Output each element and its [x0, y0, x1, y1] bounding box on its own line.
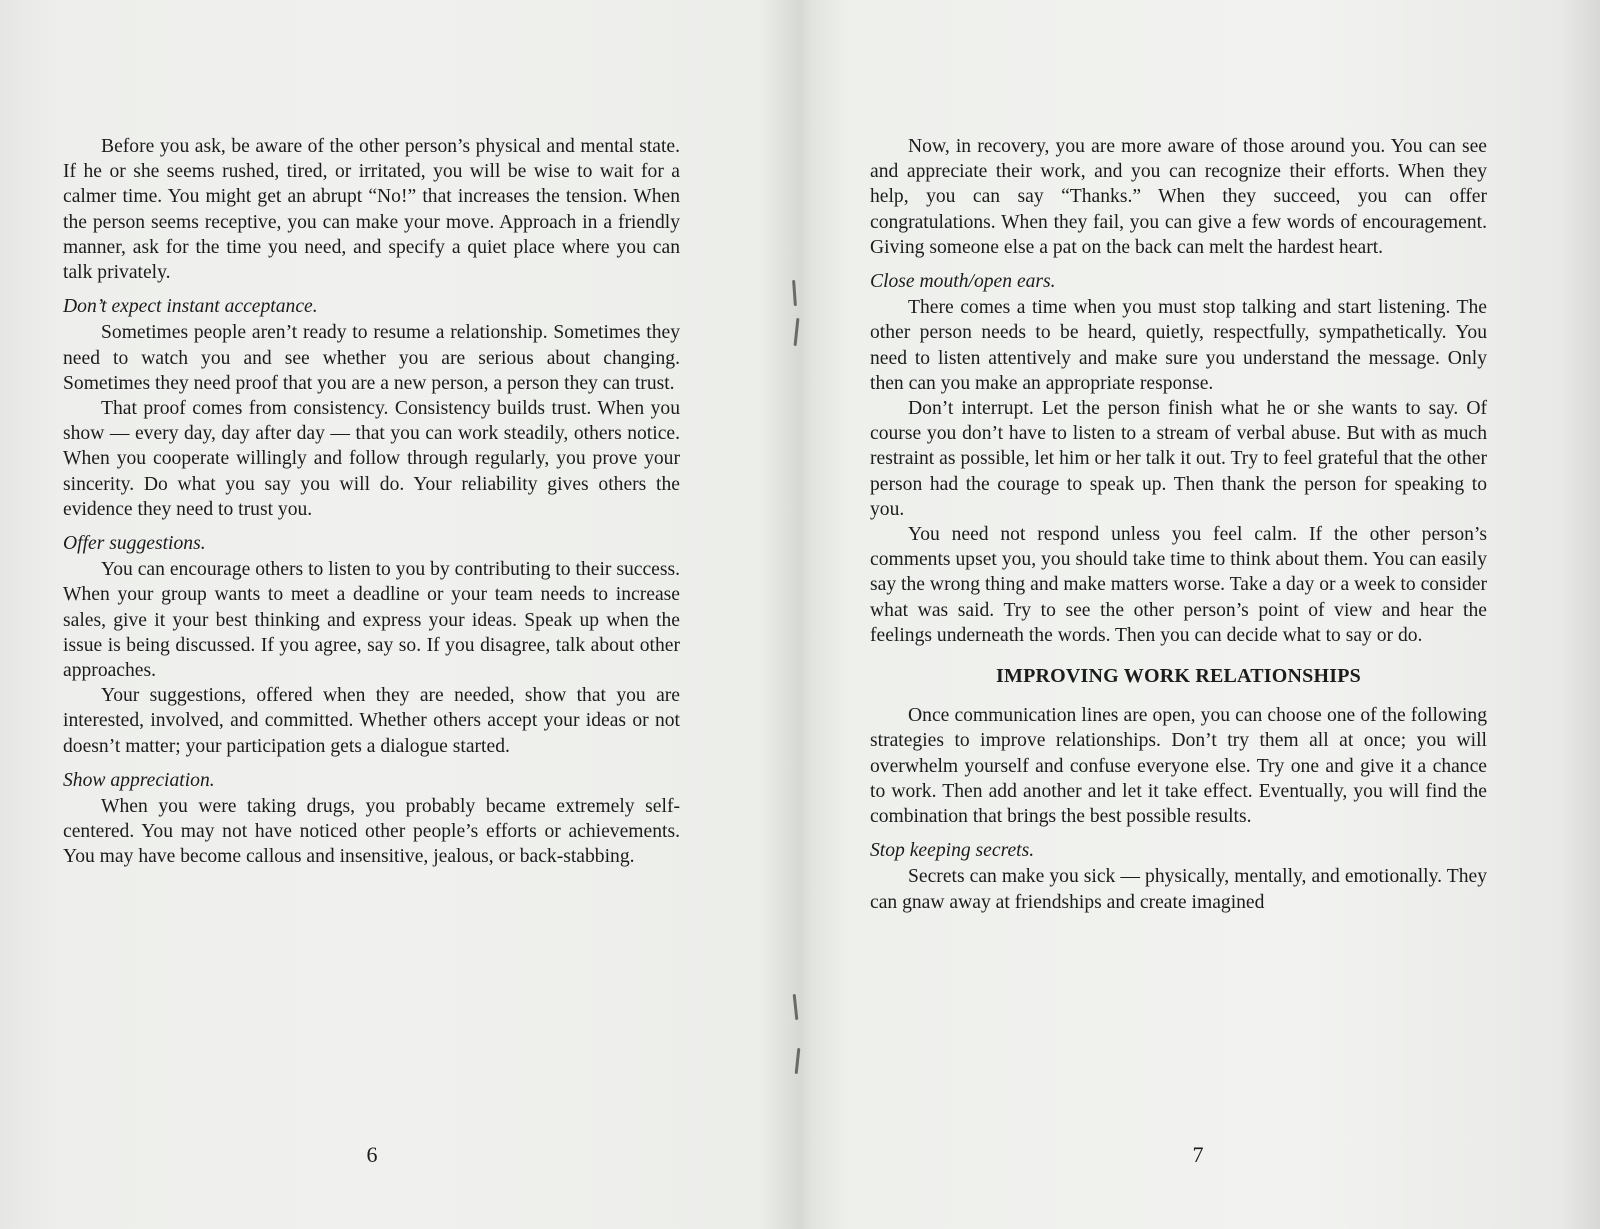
paragraph: Once communication lines are open, you can choose one of the following strategies to improve relationships. Don’t try them all at once; you will overwhelm yourself and confuse everyone else. Try one and give it a chance to work. Then add another and let it take effect. Eventually, you will find the combination that brings the best possible results. — [870, 705, 1487, 828]
paragraph: Secrets can make you sick — physically, mentally, and emotionally. They can gnaw away at friendships and create imagined — [870, 866, 1487, 913]
right-page-text — [870, 134, 1487, 915]
paragraph: Before you ask, be aware of the other person’s physical and mental state. If he or she seems rushed, tired, or irritated, you will be wise to wait for a calmer time. You might get an abrupt “No!” that increases the tension. When the person seems receptive, you can make your move. Approach in a friendly manner, ask for the time you need, and specify a quiet place where you can talk privately. — [63, 136, 680, 284]
paragraph: Your suggestions, offered when they are needed, show that you are interested, involved, and committed. Whether others accept your ideas or not doesn’t matter; your participation gets a dialogue started. — [63, 685, 680, 757]
paragraph: Don’t interrupt. Let the person finish what he or she wants to say. Of course you don’t have to listen to a stream of verbal abuse. But with as much restraint as possible, let him or her talk it out. Try to feel grateful that the other person had the courage to speak up. Then thank the person for speaking to you. — [870, 398, 1487, 520]
left-page — [0, 0, 797, 1229]
paragraph: There comes a time when you must stop talking and start listening. The other person needs to be heard, quietly, respectfully, sympathetically. You need to listen attentively and make sure you understand the message. Only then can you make an appropriate response. — [870, 297, 1487, 394]
paragraph: Sometimes people aren’t ready to resume a relationship. Sometimes they need to watch you and see whether you are serious about changing. Sometimes they need proof that you are a new person, a person they can trust. — [63, 322, 680, 394]
section-heading: IMPROVING WORK RELATIONSHIPS — [996, 665, 1361, 688]
paragraph: That proof comes from consistency. Consistency builds trust. When you show — every day, day after day — that you can work steadily, others notice. When you cooperate willingly and follow through regularly, you prove your sincerity. Do what you say you will do. Your reliability gives others the evidence they need to trust you. — [63, 398, 680, 520]
paragraph: Now, in recovery, you are more aware of those around you. You can see and appreciate their work, and you can recognize their efforts. When they help, you can say “Thanks.” When they succeed, you can offer congratulations. When they fail, you can give a few words of encouragement. Giving someone else a pat on the back can melt the hardest heart. — [870, 136, 1487, 258]
left-page-text — [63, 134, 680, 870]
subheading: Stop keeping secrets. — [870, 840, 1035, 862]
paragraph: When you were taking drugs, you probably became extremely self-centered. You may not have noticed other people’s efforts or achievements. You may have become callous and insensitive, jealous, or back-stabbing. — [63, 796, 680, 868]
page-number: 7 — [1192, 1142, 1204, 1167]
paragraph: You can encourage others to listen to you by contributing to their success. When your group wants to meet a deadline or your team needs to increase sales, give it your best thinking and express your ideas. Speak up when the issue is being discussed. If you agree, say so. If you disagree, talk about other approaches. — [63, 559, 680, 682]
page-number: 6 — [366, 1142, 378, 1167]
right-page — [800, 0, 1600, 1229]
subheading: Show appreciation. — [63, 769, 215, 791]
subheading: Offer suggestions. — [63, 533, 206, 555]
subheading: Don’t expect instant acceptance. — [63, 296, 318, 318]
paragraph: You need not respond unless you feel calm. If the other person’s comments upset you, you should take time to think about them. You can easily say the wrong thing and make matters worse. Take a day or a week to consider what was said. Try to see the other person’s point of view and hear the feelings underneath the words. Then you can decide what to say or do. — [870, 524, 1487, 646]
subheading: Close mouth/open ears. — [870, 271, 1056, 293]
